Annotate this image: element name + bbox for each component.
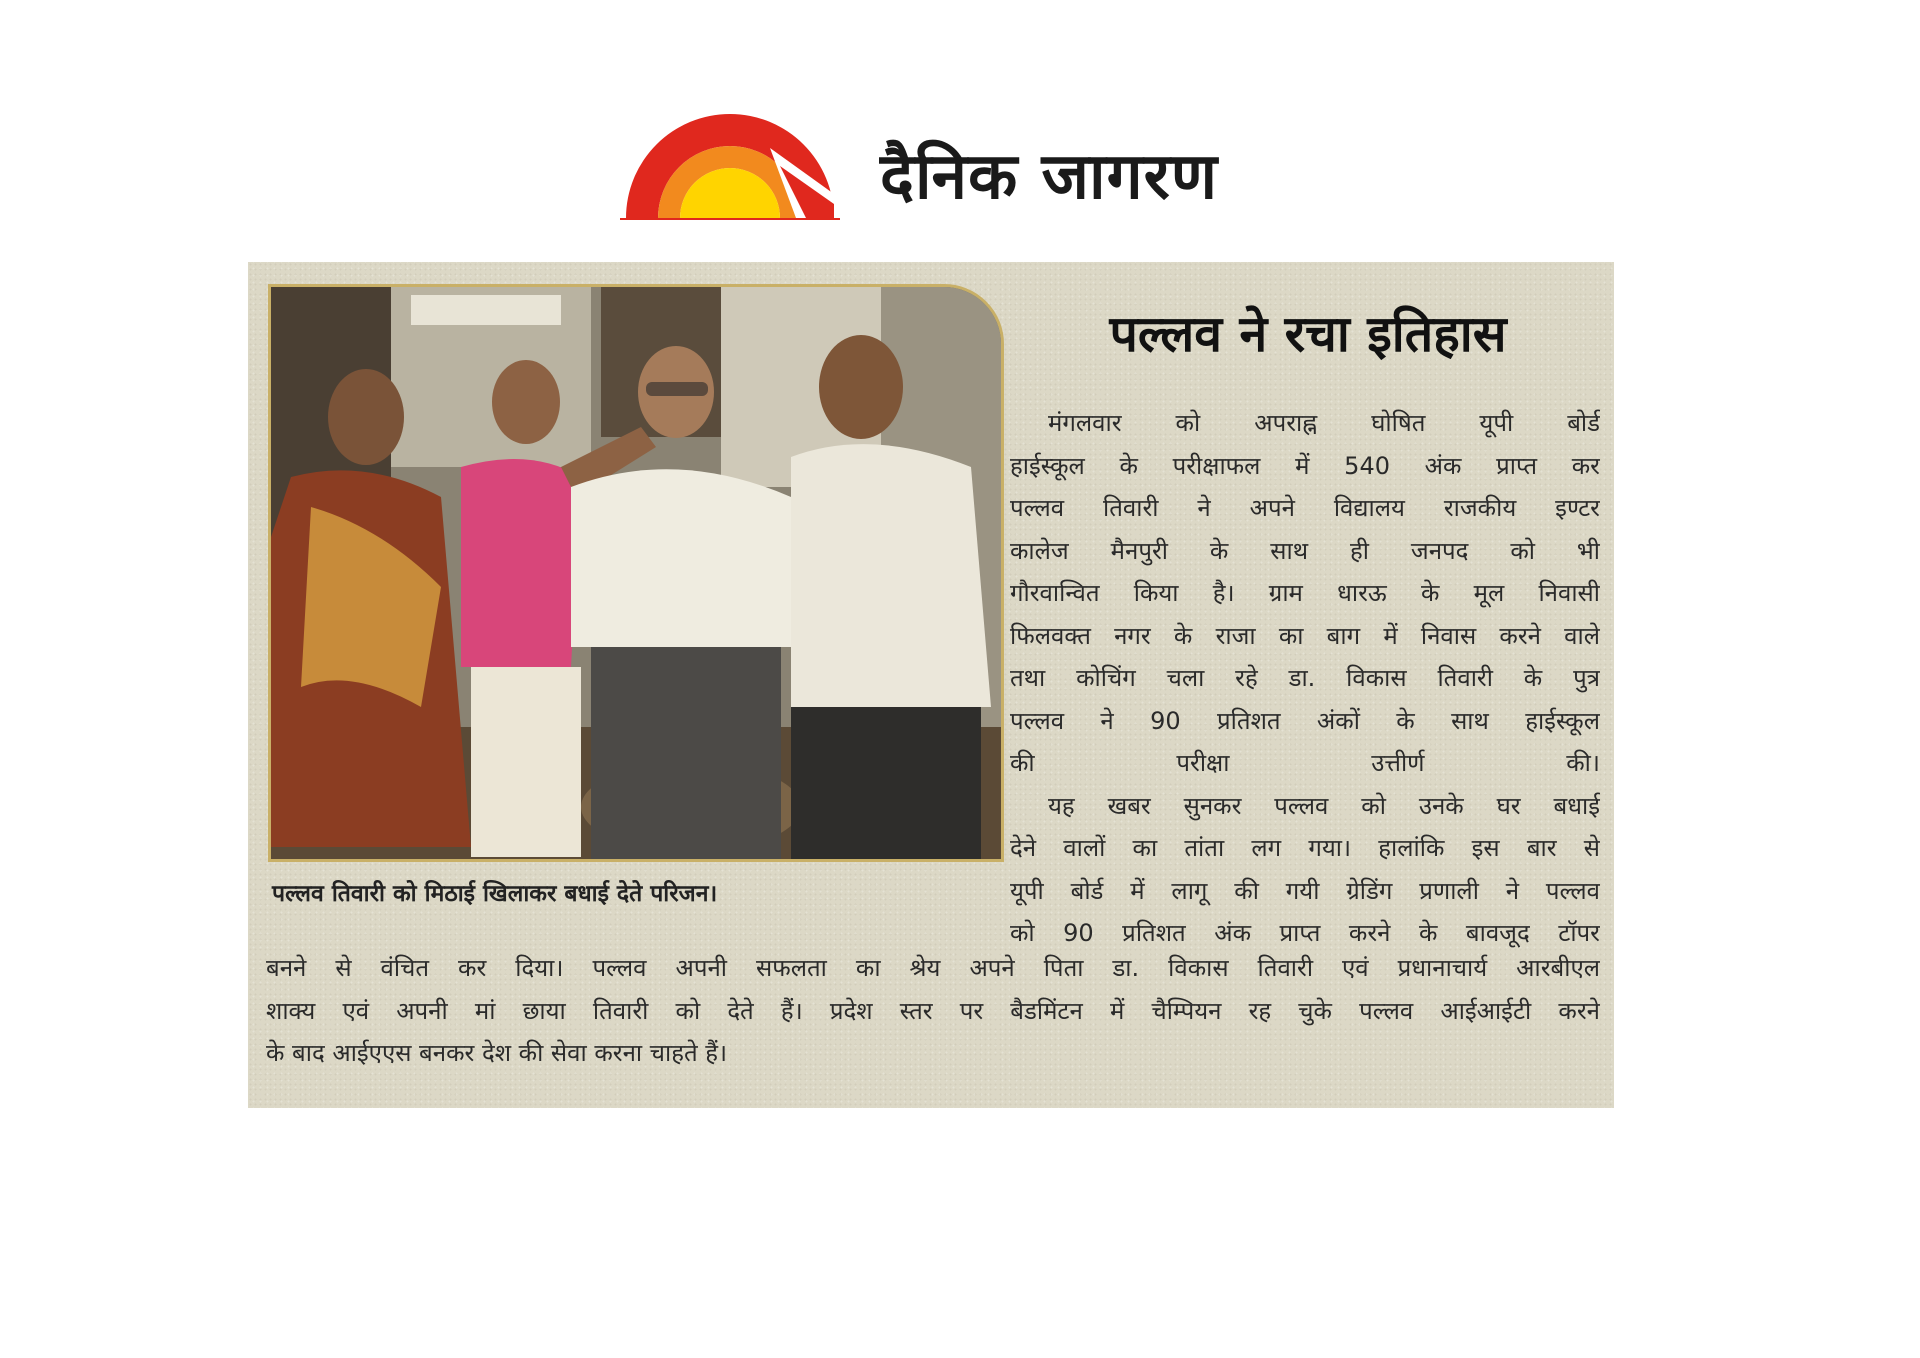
body-line: फिलवक्त नगर के राजा का बाग में निवास करने वाले [1010,621,1600,650]
article-headline: पल्लव ने रचा इतिहास [1109,304,1507,363]
article-body-right-column [1010,402,1600,955]
body-line: शाक्य एवं अपनी मां छाया तिवारी को देते हैं। प्रदेश स्तर पर बैडमिंटन में चैम्पियन रह चुके पल्लव आईआईटी करने [266,996,1600,1025]
body-line: की परीक्षा उत्तीर्ण की। [1010,749,1600,777]
body-line: पल्लव तिवारी ने अपने विद्यालय राजकीय इण्टर [1010,494,1600,522]
body-line: मंगलवार को अपराह्न घोषित यूपी बोर्ड [1048,409,1600,437]
body-line: के बाद आईएएस बनकर देश की सेवा करना चाहते हैं। [266,1039,728,1067]
photo-caption: पल्लव तिवारी को मिठाई खिलाकर बधाई देते परिजन। [272,881,718,907]
body-line: पल्लव ने 90 प्रतिशत अंकों के साथ हाईस्कूल [1010,706,1600,735]
body-line: देने वालों का तांता लग गया। हालांकि इस बार से [1010,834,1600,862]
article-photo [268,284,1004,862]
body-line: को 90 प्रतिशत अंक प्राप्त करने के बावजूद टॉपर [1010,919,1600,947]
masthead [620,108,1300,228]
family-photo-image [271,287,1001,859]
sun-logo-icon [620,108,840,220]
newspaper-name: दैनिक जागरण [880,140,1219,214]
body-line: कालेज मैनपुरी के साथ ही जनपद को भी [1010,536,1600,565]
body-line: तथा कोचिंग चला रहे डा. विकास तिवारी के पुत्र [1010,664,1600,692]
body-line: हाईस्कूल के परीक्षाफल में 540 अंक प्राप्त कर [1010,451,1600,480]
body-line: गौरवान्वित किया है। ग्राम धारऊ के मूल निवासी [1010,579,1600,607]
article-body-full-width [266,947,1600,1075]
news-clipping [248,262,1614,1108]
body-line: बनने से वंचित कर दिया। पल्लव अपनी सफलता का श्रेय अपने पिता डा. विकास तिवारी एवं प्रधानाचार्य आरबीएल [266,954,1600,982]
body-line: यूपी बोर्ड में लागू की गयी ग्रेडिंग प्रणाली ने पल्लव [1010,876,1600,905]
body-line: यह खबर सुनकर पल्लव को उनके घर बधाई [1048,791,1600,820]
